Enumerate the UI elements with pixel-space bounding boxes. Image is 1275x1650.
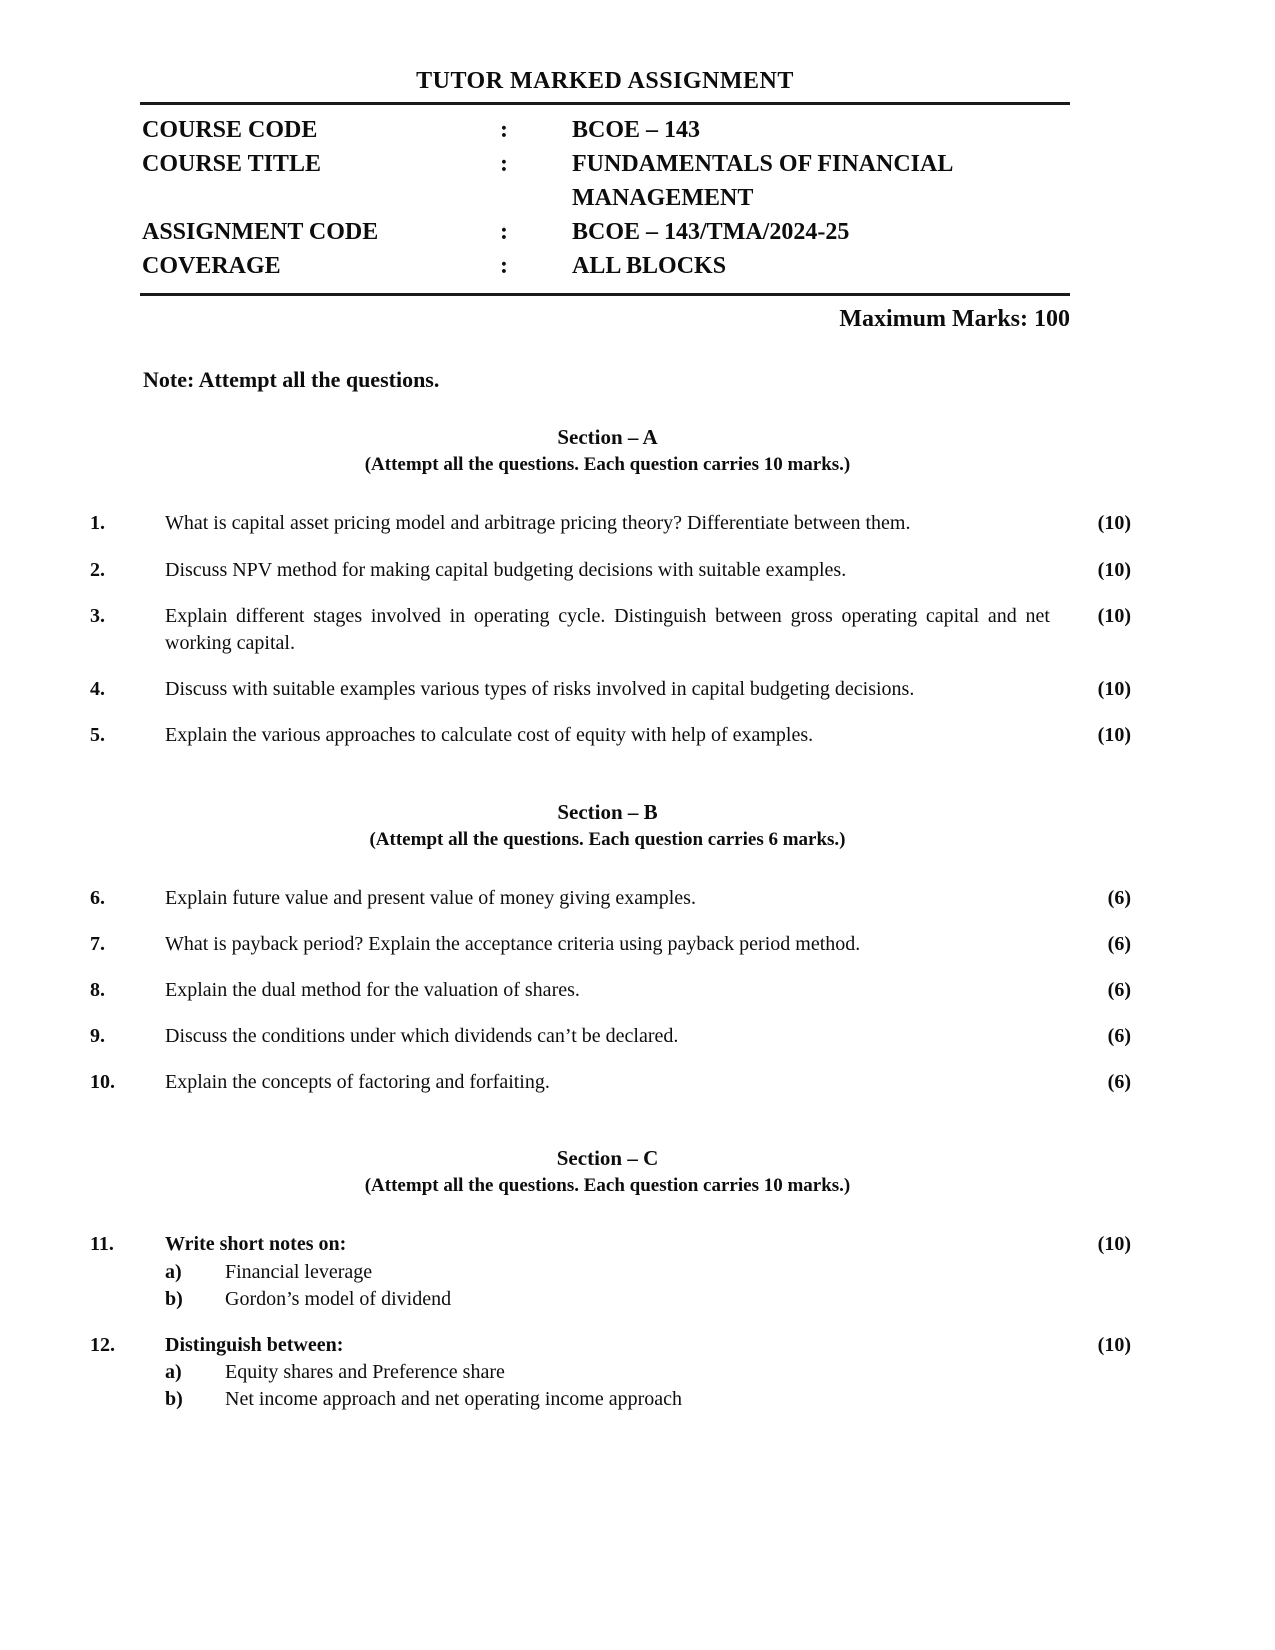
section-a-title: Section – A (557, 425, 658, 450)
question-row (90, 885, 1131, 912)
info-value: BCOE – 143/TMA/2024-25 (572, 219, 850, 246)
question-marks: (6) (1107, 1071, 1131, 1094)
question-row (90, 603, 1131, 657)
question-marks: (10) (1097, 558, 1131, 581)
info-label: COURSE TITLE (142, 151, 321, 178)
section-b-questions (90, 885, 1131, 1097)
question-text: Explain the various approaches to calculate cost of equity with help of examples. (165, 724, 814, 747)
question-number: 6. (90, 886, 105, 909)
info-value: FUNDAMENTALS OF FINANCIAL MANAGEMENT (572, 151, 953, 212)
section-b-title: Section – B (557, 799, 658, 824)
question-body (165, 1332, 1050, 1414)
question-subitem (165, 1359, 1050, 1386)
question-number: 9. (90, 1025, 105, 1048)
info-separator: : (500, 219, 508, 246)
question-text: Distinguish between: (165, 1334, 344, 1357)
question-number: 8. (90, 978, 105, 1001)
question-subitem (165, 1386, 1050, 1413)
info-value: ALL BLOCKS (572, 253, 727, 280)
section-c-questions (90, 1231, 1131, 1413)
maximum-marks: Maximum Marks: 100 (839, 306, 1070, 333)
info-label: ASSIGNMENT CODE (142, 219, 379, 246)
section-c-title: Section – C (556, 1146, 659, 1171)
info-row-assignment-code (142, 215, 1070, 249)
info-row-course-code (142, 113, 1070, 147)
question-marks: (6) (1107, 978, 1131, 1001)
question-number: 5. (90, 724, 105, 747)
question-number: 10. (90, 1071, 115, 1094)
question-text: Explain different stages involved in operating cycle. Distinguish between gross operating capital and net working capital. (165, 604, 1050, 654)
question-text: What is payback period? Explain the acceptance criteria using payback period method. (165, 932, 861, 955)
section-a-questions (90, 510, 1131, 749)
document-title: TUTOR MARKED ASSIGNMENT (416, 68, 794, 94)
question-row (90, 977, 1131, 1004)
horizontal-rule-bottom (140, 293, 1070, 296)
question-number: 3. (90, 604, 105, 627)
question-marks: (6) (1107, 1025, 1131, 1048)
attempt-note: Note: Attempt all the questions. (143, 367, 440, 393)
question-row (90, 1231, 1131, 1313)
subitem-text: Net income approach and net operating income approach (225, 1388, 683, 1411)
info-label: COURSE CODE (142, 117, 318, 143)
subitem-text: Gordon’s model of dividend (225, 1287, 452, 1310)
question-row (90, 1332, 1131, 1414)
question-text: What is capital asset pricing model and arbitrage pricing theory? Differentiate between them. (165, 512, 911, 535)
question-marks: (10) (1097, 1334, 1131, 1357)
question-subitem (165, 1286, 1050, 1313)
question-row (90, 557, 1131, 584)
section-a-subtitle: (Attempt all the questions. Each question carries 10 marks.) (364, 454, 851, 476)
question-row (90, 510, 1131, 537)
question-marks: (10) (1097, 678, 1131, 701)
question-row (90, 931, 1131, 958)
question-number: 11. (90, 1233, 114, 1256)
question-number: 7. (90, 932, 105, 955)
question-text: Explain the dual method for the valuation of shares. (165, 978, 580, 1001)
question-number: 1. (90, 512, 105, 535)
question-number: 2. (90, 558, 105, 581)
subitem-text: Financial leverage (225, 1260, 373, 1283)
info-label: COVERAGE (142, 253, 281, 280)
question-text: Write short notes on: (165, 1233, 347, 1256)
question-marks: (6) (1107, 886, 1131, 909)
question-text: Explain the concepts of factoring and forfaiting. (165, 1071, 550, 1094)
section-c-subtitle: (Attempt all the questions. Each question carries 10 marks.) (364, 1175, 851, 1197)
info-separator: : (500, 253, 508, 280)
question-marks: (10) (1097, 1233, 1131, 1256)
subitem-label: a) (165, 1260, 182, 1283)
section-b-subtitle: (Attempt all the questions. Each question carries 6 marks.) (369, 828, 846, 850)
question-row (90, 1023, 1131, 1050)
question-row (90, 1069, 1131, 1096)
question-body (165, 1231, 1050, 1313)
subitem-text: Equity shares and Preference share (225, 1361, 505, 1384)
question-text: Discuss NPV method for making capital budgeting decisions with suitable examples. (165, 558, 847, 581)
subitem-label: b) (165, 1388, 183, 1411)
question-text: Discuss with suitable examples various types of risks involved in capital budgeting decisions. (165, 678, 915, 701)
info-row-course-title (142, 147, 1070, 215)
question-subitem (165, 1259, 1050, 1286)
question-number: 4. (90, 678, 105, 701)
question-text: Explain future value and present value of money giving examples. (165, 886, 696, 909)
question-marks: (10) (1097, 604, 1131, 627)
question-text: Discuss the conditions under which dividends can’t be declared. (165, 1025, 679, 1048)
question-row (90, 676, 1131, 703)
subitem-label: a) (165, 1361, 182, 1384)
question-row (90, 722, 1131, 749)
course-info-table (140, 105, 1070, 293)
question-marks: (10) (1097, 724, 1131, 747)
info-value: BCOE – 143 (572, 117, 701, 143)
question-marks: (10) (1097, 512, 1131, 535)
subitem-label: b) (165, 1287, 183, 1310)
question-marks: (6) (1107, 932, 1131, 955)
info-separator: : (500, 151, 508, 178)
info-row-coverage (142, 249, 1070, 283)
info-separator: : (500, 117, 508, 143)
question-number: 12. (90, 1334, 115, 1357)
